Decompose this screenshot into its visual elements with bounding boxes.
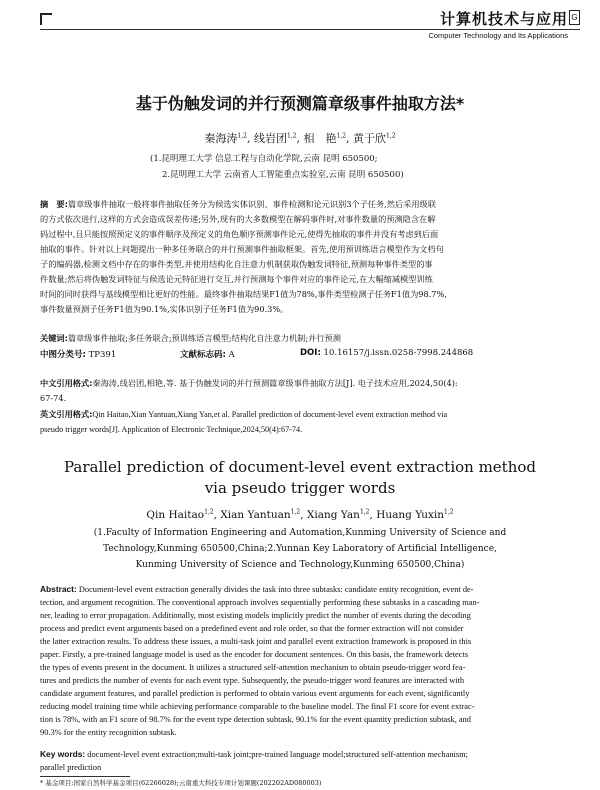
doc-code-label: 文献标志码:	[180, 350, 226, 360]
author-sup: 1,2	[237, 132, 247, 140]
abstract-line: reducing model training time while achieving performance comparable to the baseline model. The final F1 score for event extrac-	[40, 702, 475, 711]
author-sup: 1,2	[286, 132, 297, 140]
author-sup: 1,2	[386, 132, 396, 140]
keywords-text-en: document-level event extraction;multi-task joint;pre-trained language model;structured self-attention mechanism;	[87, 750, 468, 759]
keywords-text-en: parallel prediction	[40, 763, 102, 772]
abstract-label-cn: 摘 要:	[40, 199, 68, 209]
author-name: Xian Yantuan	[220, 509, 291, 521]
abstract-line: candidate argument features, and parallel prediction is performed to obtain various event arguments for each event, significantly	[40, 689, 470, 698]
header-rule	[40, 29, 580, 30]
keywords-label-cn: 关键词:	[40, 333, 68, 343]
clc-value: TP391	[88, 350, 117, 360]
author-list-cn: 秦海涛$^{1,2}$, 线岩团$^{1,2}$, 相 艳$^{1,2}$, 黄于欣$^{1,2}$	[204, 132, 396, 145]
abstract-line: tures and predicts the number of events for each event type. Subsequently, the pseudo-trigger word features are interacted with	[40, 676, 465, 685]
abstract-text: Document-level event extraction generally divides the task into three subtasks: candidate entity recognition, event de-	[78, 585, 474, 594]
journal-subtitle: Computer Technology and Its Applications	[428, 31, 568, 40]
affiliation-line-cn: (1.昆明理工大学 信息工程与自动化学院,云南 昆明 650500;	[150, 154, 378, 164]
author-name: 黄于欣	[353, 132, 387, 145]
corner-bracket-icon	[40, 13, 52, 25]
citation-text: 秦海涛,线岩团,相艳,等. 基于伪触发词的并行预测篇章级事件抽取方法[J]. 电子技术应用,2024,50(4):	[92, 378, 458, 388]
abstract-line: 码过程中,且只能按照预定义的事件顺序及预定义的角色顺序预测事件论元,使得先抽取的事件并没有考虑到后面	[40, 229, 439, 239]
keywords-cn	[40, 333, 341, 344]
abstract-line: 时间的同时获得与基线模型相比更好的性能。最终事件抽取结果F1值为78%,事件类型检测子任务F1值为98.7%,	[40, 289, 447, 299]
title-line: via pseudo trigger words	[204, 479, 396, 497]
abstract-en	[40, 583, 570, 739]
affiliation-line-en: Technology,Kunming 650500,China;2.Yunnan Key Laboratory of Artificial Intelligence,	[103, 544, 497, 554]
journal-box-char: G	[571, 13, 578, 22]
abstract-label-en: Abstract:	[40, 584, 77, 594]
abstract-line: the types of events present in the document. It utilizes a structured self-attention mechanism to obtain pseudo-trigger word fea-	[40, 663, 466, 672]
author-name: 线岩团	[253, 132, 287, 145]
abstract-line: 抽取的事件。针对以上问题提出一种多任务联合的并行预测事件抽取框架。首先,使用预训练语言模型作为文档句	[40, 244, 444, 254]
author-name: 秦海涛	[204, 132, 238, 145]
abstract-text: 篇章级事件抽取一般将事件抽取任务分为候选实体识别、事件检测和论元识别3个子任务,然后采用级联	[67, 199, 436, 209]
abstract-line: 事件数量预测子任务F1值为90.1%,实体识别子任务F1值为90.3%。	[40, 304, 289, 314]
clc-label: 中图分类号:	[40, 350, 86, 360]
citation-text: Qin Haitao,Xian Yantuan,Xiang Yan,et al. Parallel prediction of document-level event extraction method via	[92, 410, 448, 419]
abstract-line: 件数量;然后将伪触发词特征与候选论元特征进行交互,并行预测每个事件对应的事件论元,在大幅缩减模型训练	[40, 274, 433, 284]
doi-value: 10.16157/j.issn.0258-7998.244868	[323, 348, 474, 358]
abstract-line: 90.3% for the entity recognition subtask.	[40, 728, 177, 737]
journal-title: 计算机技术与应用	[439, 10, 568, 28]
abstract-line: 子的编码器,检测文档中存在的事件类型,并使用结构化自注意力机制获取伪触发词特征,预测每种事件类型的事	[40, 259, 433, 269]
author-name: Huang Yuxin	[376, 509, 445, 521]
paper-title-en	[0, 457, 600, 499]
abstract-cn	[40, 197, 570, 317]
citation-cn	[40, 376, 570, 406]
author-sup: 1,2	[359, 508, 370, 516]
abstract-line: 的方式依次进行,这样的方式会造成误差传递;另外,现有的大多数模型在解码事件时,对事件数量的预测隐含在解	[40, 214, 436, 224]
abstract-line: tection, and argument recognition. The conventional approach involves sequentially performing these subtasks in a cascading man-	[40, 598, 480, 607]
keywords-label-en: Key words:	[40, 749, 86, 759]
abstract-line	[40, 197, 570, 212]
citation-text: 67-74.	[40, 393, 67, 403]
funding-footnote: * 基金项目:国家自然科学基金项目(62266028);云南重大科技专项计划课题(202202AD080003)	[40, 779, 322, 787]
citation-label-cn: 中文引用格式:	[40, 378, 93, 388]
citation-en	[40, 407, 570, 437]
paper-title-cn: 基于伪触发词的并行预测篇章级事件抽取方法*	[135, 94, 465, 113]
author-sup: 1,2	[204, 508, 214, 516]
citation-label-en: 英文引用格式:	[40, 409, 93, 419]
author-sup: 1,2	[336, 132, 347, 140]
author-sup: 1,2	[290, 508, 301, 516]
author-name: Qin Haitao	[146, 509, 205, 521]
author-name: Xiang Yan	[306, 509, 360, 521]
author-sup: 1,2	[444, 508, 454, 516]
abstract-line: paper. Firstly, a pre-trained language model is used as the encoder for document sentences. On this basis, the framework detects	[40, 650, 469, 659]
keywords-en	[40, 748, 570, 774]
doi	[300, 348, 473, 358]
abstract-line: ner, leading to error propagation. Additionally, most existing models implicitly predict the number of events during the decoding	[40, 611, 471, 620]
affiliation-line-cn: 2.昆明理工大学 云南省人工智能重点实验室,云南 昆明 650500)	[162, 170, 404, 180]
affiliation-line-en: (1.Faculty of Information Engineering and Automation,Kunming University of Science and	[93, 528, 507, 538]
journal-box-icon	[569, 10, 580, 25]
abstract-line: tion is 78%, with an F1 score of 98.7% for the event type detection subtask, 90.1% for the event quantity prediction subtask, and	[40, 715, 471, 724]
footnote-rule	[40, 776, 130, 777]
affiliation-line-en: Kunming University of Science and Technology,Kunming 650500,China)	[135, 560, 465, 570]
author-name: 相 艳	[303, 132, 337, 145]
citation-text: pseudo trigger words[J]. Application of Electronic Technique,2024,50(4):67-74.	[40, 425, 303, 434]
abstract-line: process and predict event arguments based on a predefined event and role order, so that the former extraction will not consider	[40, 624, 464, 633]
document-code	[180, 348, 235, 360]
clc-number	[40, 348, 116, 360]
doc-code-value: A	[228, 350, 235, 360]
abstract-line: the latter extraction results. To address these issues, a multi-task joint and parallel event extraction framework is proposed in this	[40, 637, 472, 646]
title-line: Parallel prediction of document-level event extraction method	[63, 458, 536, 476]
keywords-text-cn: 篇章级事件抽取;多任务联合;预训练语言模型;结构化自注意力机制;并行预测	[67, 333, 341, 343]
author-list-en: Qin Haitao$^{1,2}$, Xian Yantuan$^{1,2}$, Xiang Yan$^{1,2}$, Huang Yuxin$^{1,2}$	[146, 508, 454, 521]
doi-label: DOI:	[300, 348, 321, 358]
